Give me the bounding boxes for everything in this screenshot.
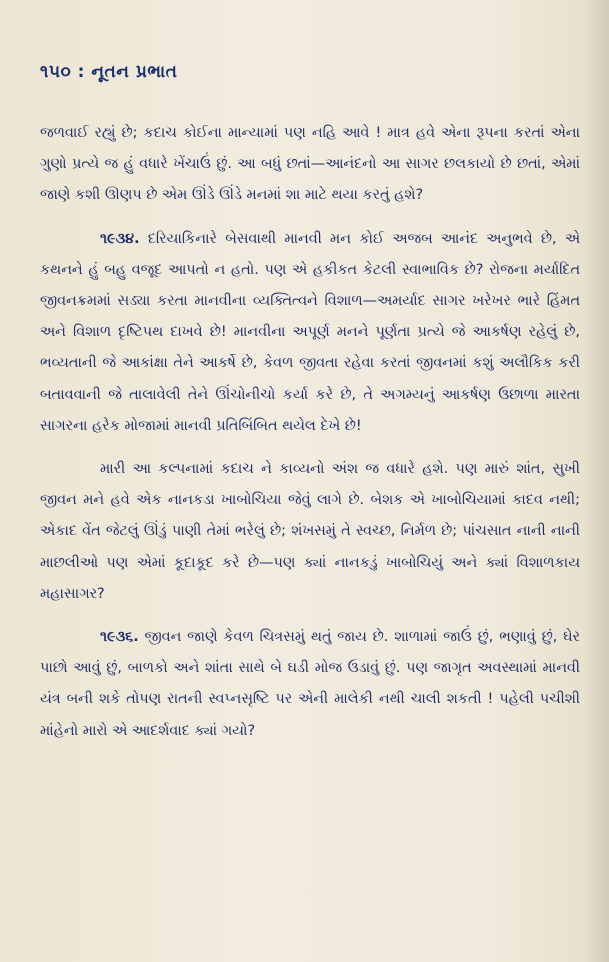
paragraph	[40, 224, 580, 442]
body-text	[40, 118, 580, 747]
running-head: ૧૫૦ : નૂતન પ્રભાત	[40, 62, 178, 82]
paragraph	[40, 118, 580, 212]
paragraph-text: દરિયાકિનારે બેસવાથી માનવી મન કોઈ અજબ આનંદ અનુભવે છે, એ કથનને હું બહુ વજૂદ આપતો ન હતો. પણ એ હકીકત કેટલી સ્વાભાવિક છે? રોજના મર્યાદિત જીવનક્રમમાં સડ્યા કરતા માનવીના વ્યક્તિત્વને વિશાળ—અમર્યાદ સાગર ખરેખર ભારે હિંમત અને વિશાળ દૃષ્ટિપથ દાખવે છે! માનવીના અપૂર્ણ મનને પૂર્ણતા પ્રત્યે જે આકર્ષણ રહેલું છે, ભવ્યતાની જે આકાંક્ષા તેને આકર્ષે છે, કેવળ જીવતા રહેવા કરતાં જીવનમાં કશું અલૌકિક કરી બતાવવાની જે તાલાવેલી તેને ઊંચોનીચો કર્યા કરે છે, તે અગમ્યનું આકર્ષણ ઉછાળા મારતા સાગરના હરેક મોજામાં માનવી પ્રતિબિંબિત થયેલ દેખે છે!	[40, 230, 581, 434]
page-edge-shadow	[583, 0, 609, 962]
paragraph-number: ૧૯૩૪.	[100, 230, 140, 247]
paragraph-number: ૧૯૩૬.	[100, 629, 139, 646]
paragraph-text: જળવાઈ રહ્યું છે; કદાચ કોઈના માન્યામાં પણ નહિ આવે ! માત્ર હવે એના રૂપના કરતાં એના ગુણો પ્રત્યે જ હું વધારે ખેંચાઉં છું. આ બધું છતાં—આનંદનો આ સાગર છલકાયો છે છતાં, એમાં જાણે કશી ઊણપ છે એમ ઊંડે ઊંડે મનમાં શા માટે થયા કરતું હશે?	[40, 125, 580, 204]
paragraph-text: મારી આ કલ્પનામાં કદાચ ને કાવ્યનો અંશ જ વધારે હશે. પણ મારું શાંત, સુખી જીવન મને હવે એક નાનકડા ખાબોચિયા જેવું લાગે છે. બેશક એ ખાબોચિયામાં કાદવ નથી; એકાદ વેંત જેટલું ઊંડું પાણી તેમાં ભરેલું છે; શંખસમું તે સ્વચ્છ, નિર્મળ છે; પાંચસાત નાની નાની માછલીઓ પણ એમાં કૂદાકૂદ કરે છે—પણ ક્યાં નાનકડું ખાબોચિયું અને ક્યાં વિશાળકાય મહાસાગર?	[40, 461, 580, 602]
paragraph-text: જીવન જાણે કેવળ ચિત્રસમું થતું જાય છે. શાળામાં જાઉં છું, ભણાવું છું, ઘેર પાછો આવું છું, બાળકો અને શાંતા સાથે બે ઘડી મોજ ઉડાવું છું. પણ જાગૃત અવસ્થામાં માનવી યંત્ર બની શકે તોપણ રાતની સ્વપ્નસૃષ્ટિ પર એની માલેકી નથી ચાલી શકતી ! પહેલી પચીશી માંહેનો મારો એ આદર્શવાદ ક્યાં ગયો?	[40, 629, 581, 739]
paragraph	[40, 454, 580, 610]
paragraph	[40, 622, 580, 747]
